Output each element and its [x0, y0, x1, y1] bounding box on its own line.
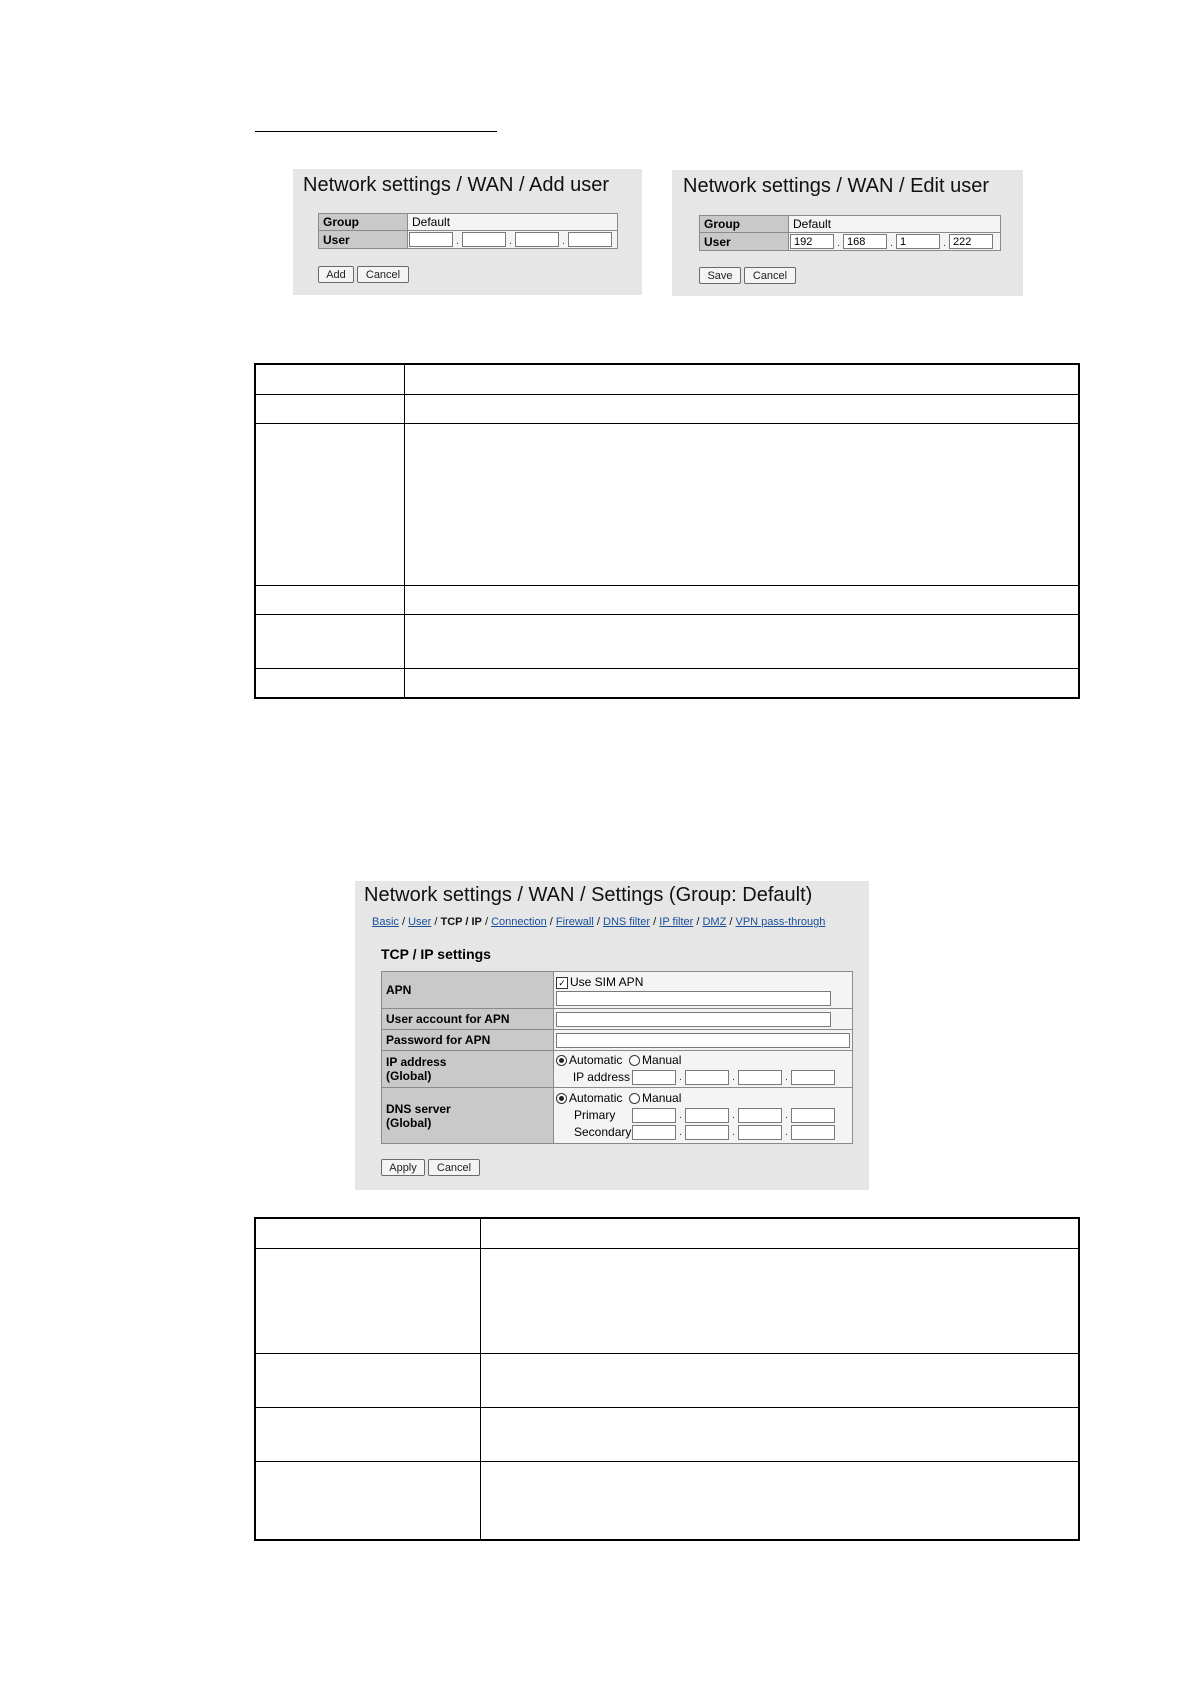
ip-octet-1-input[interactable] [409, 232, 453, 247]
secondary-dns-octet-1[interactable] [632, 1125, 676, 1140]
group-value: Default [408, 214, 618, 231]
ip-octet-1-input[interactable] [632, 1070, 676, 1085]
settings-title: Network settings / WAN / Settings (Group: Default) [364, 884, 813, 906]
primary-dns-octet-4[interactable] [791, 1108, 835, 1123]
dns-server-label: DNS server (Global) [382, 1088, 554, 1144]
nav-firewall[interactable]: Firewall [555, 916, 594, 928]
secondary-label: Secondary [574, 1125, 632, 1139]
description-table-2 [254, 1217, 1080, 1541]
primary-dns-octet-2[interactable] [685, 1108, 729, 1123]
edit-user-title: Network settings / WAN / Edit user [683, 175, 990, 197]
nav-ip-filter[interactable]: IP filter [659, 916, 694, 928]
ip-octet-4-input[interactable] [791, 1070, 835, 1085]
add-user-form [318, 213, 618, 249]
apply-button[interactable]: Apply [381, 1159, 425, 1176]
user-label: User [700, 233, 789, 251]
group-label: Group [319, 214, 408, 231]
add-button[interactable]: Add [318, 266, 354, 283]
primary-dns-octet-1[interactable] [632, 1108, 676, 1123]
group-label: Group [700, 216, 789, 233]
user-label: User [319, 231, 408, 249]
ip-octet-3-input[interactable] [515, 232, 559, 247]
add-user-title: Network settings / WAN / Add user [303, 174, 610, 196]
edit-user-form [699, 215, 1001, 251]
save-button[interactable]: Save [699, 267, 741, 284]
ip-octet-4-input[interactable] [568, 232, 612, 247]
ip-octet-2-input[interactable]: 168 [843, 234, 887, 249]
secondary-dns-octet-4[interactable] [791, 1125, 835, 1140]
nav-basic[interactable]: Basic [372, 916, 399, 928]
user-ip-cell: . . . [408, 231, 618, 249]
nav-dns-filter[interactable]: DNS filter [603, 916, 651, 928]
ip-octet-1-input[interactable]: 192 [790, 234, 834, 249]
ip-octet-2-input[interactable] [685, 1070, 729, 1085]
ip-automatic-radio[interactable] [556, 1055, 567, 1066]
secondary-dns-octet-2[interactable] [685, 1125, 729, 1140]
ip-octet-2-input[interactable] [462, 232, 506, 247]
password-label: Password for APN [382, 1030, 554, 1051]
tcpip-settings-panel [355, 881, 869, 1190]
description-table-1 [254, 363, 1080, 699]
ip-address-label: IP address (Global) [382, 1051, 554, 1088]
apn-input[interactable] [556, 991, 831, 1006]
section-title: TCP / IP settings [381, 946, 491, 962]
cancel-button[interactable]: Cancel [744, 267, 796, 284]
primary-dns-octet-3[interactable] [738, 1108, 782, 1123]
primary-label: Primary [574, 1108, 616, 1122]
settings-nav: Basic / User / TCP / IP / Connection / Firewall / DNS filter / IP filter / DMZ / VPN pass-through [372, 916, 826, 928]
ip-octet-3-input[interactable]: 1 [896, 234, 940, 249]
cancel-button[interactable]: Cancel [428, 1159, 480, 1176]
nav-user[interactable]: User [408, 916, 432, 928]
dns-manual-radio[interactable] [629, 1093, 640, 1104]
ip-octet-3-input[interactable] [738, 1070, 782, 1085]
apn-cell [554, 972, 853, 1009]
user-account-label: User account for APN [382, 1009, 554, 1030]
user-account-input[interactable] [556, 1012, 831, 1027]
ip-octet-4-input[interactable]: 222 [949, 234, 993, 249]
top-rule [255, 131, 497, 132]
dns-automatic-radio[interactable] [556, 1093, 567, 1104]
use-sim-apn-checkbox[interactable]: ✓ [556, 977, 568, 989]
user-ip-cell: 192 . 168 . 1 . 222 [789, 233, 1001, 251]
ip-address-sublabel: IP address [572, 1070, 630, 1084]
password-input[interactable] [556, 1033, 850, 1048]
edit-user-panel [672, 170, 1023, 296]
cancel-button[interactable]: Cancel [357, 266, 409, 283]
apn-label: APN [382, 972, 554, 1009]
tcpip-form: APN ✓ Use SIM APN User account for APN Password for APN IP address (Global) Automatic Manual IP address . . . DNS server (Global) Automatic Manual Primary . . . Secondary . . . [381, 971, 853, 1144]
ip-manual-radio[interactable] [629, 1055, 640, 1066]
nav-vpn-pass-through[interactable]: VPN pass-through [735, 916, 826, 928]
group-value: Default [789, 216, 1001, 233]
add-user-panel [293, 169, 642, 295]
nav-connection[interactable]: Connection [491, 916, 547, 928]
use-sim-apn-label: Use SIM APN [570, 975, 644, 989]
nav-dmz[interactable]: DMZ [702, 916, 727, 928]
nav-tcpip[interactable]: TCP / IP [440, 916, 482, 928]
secondary-dns-octet-3[interactable] [738, 1125, 782, 1140]
